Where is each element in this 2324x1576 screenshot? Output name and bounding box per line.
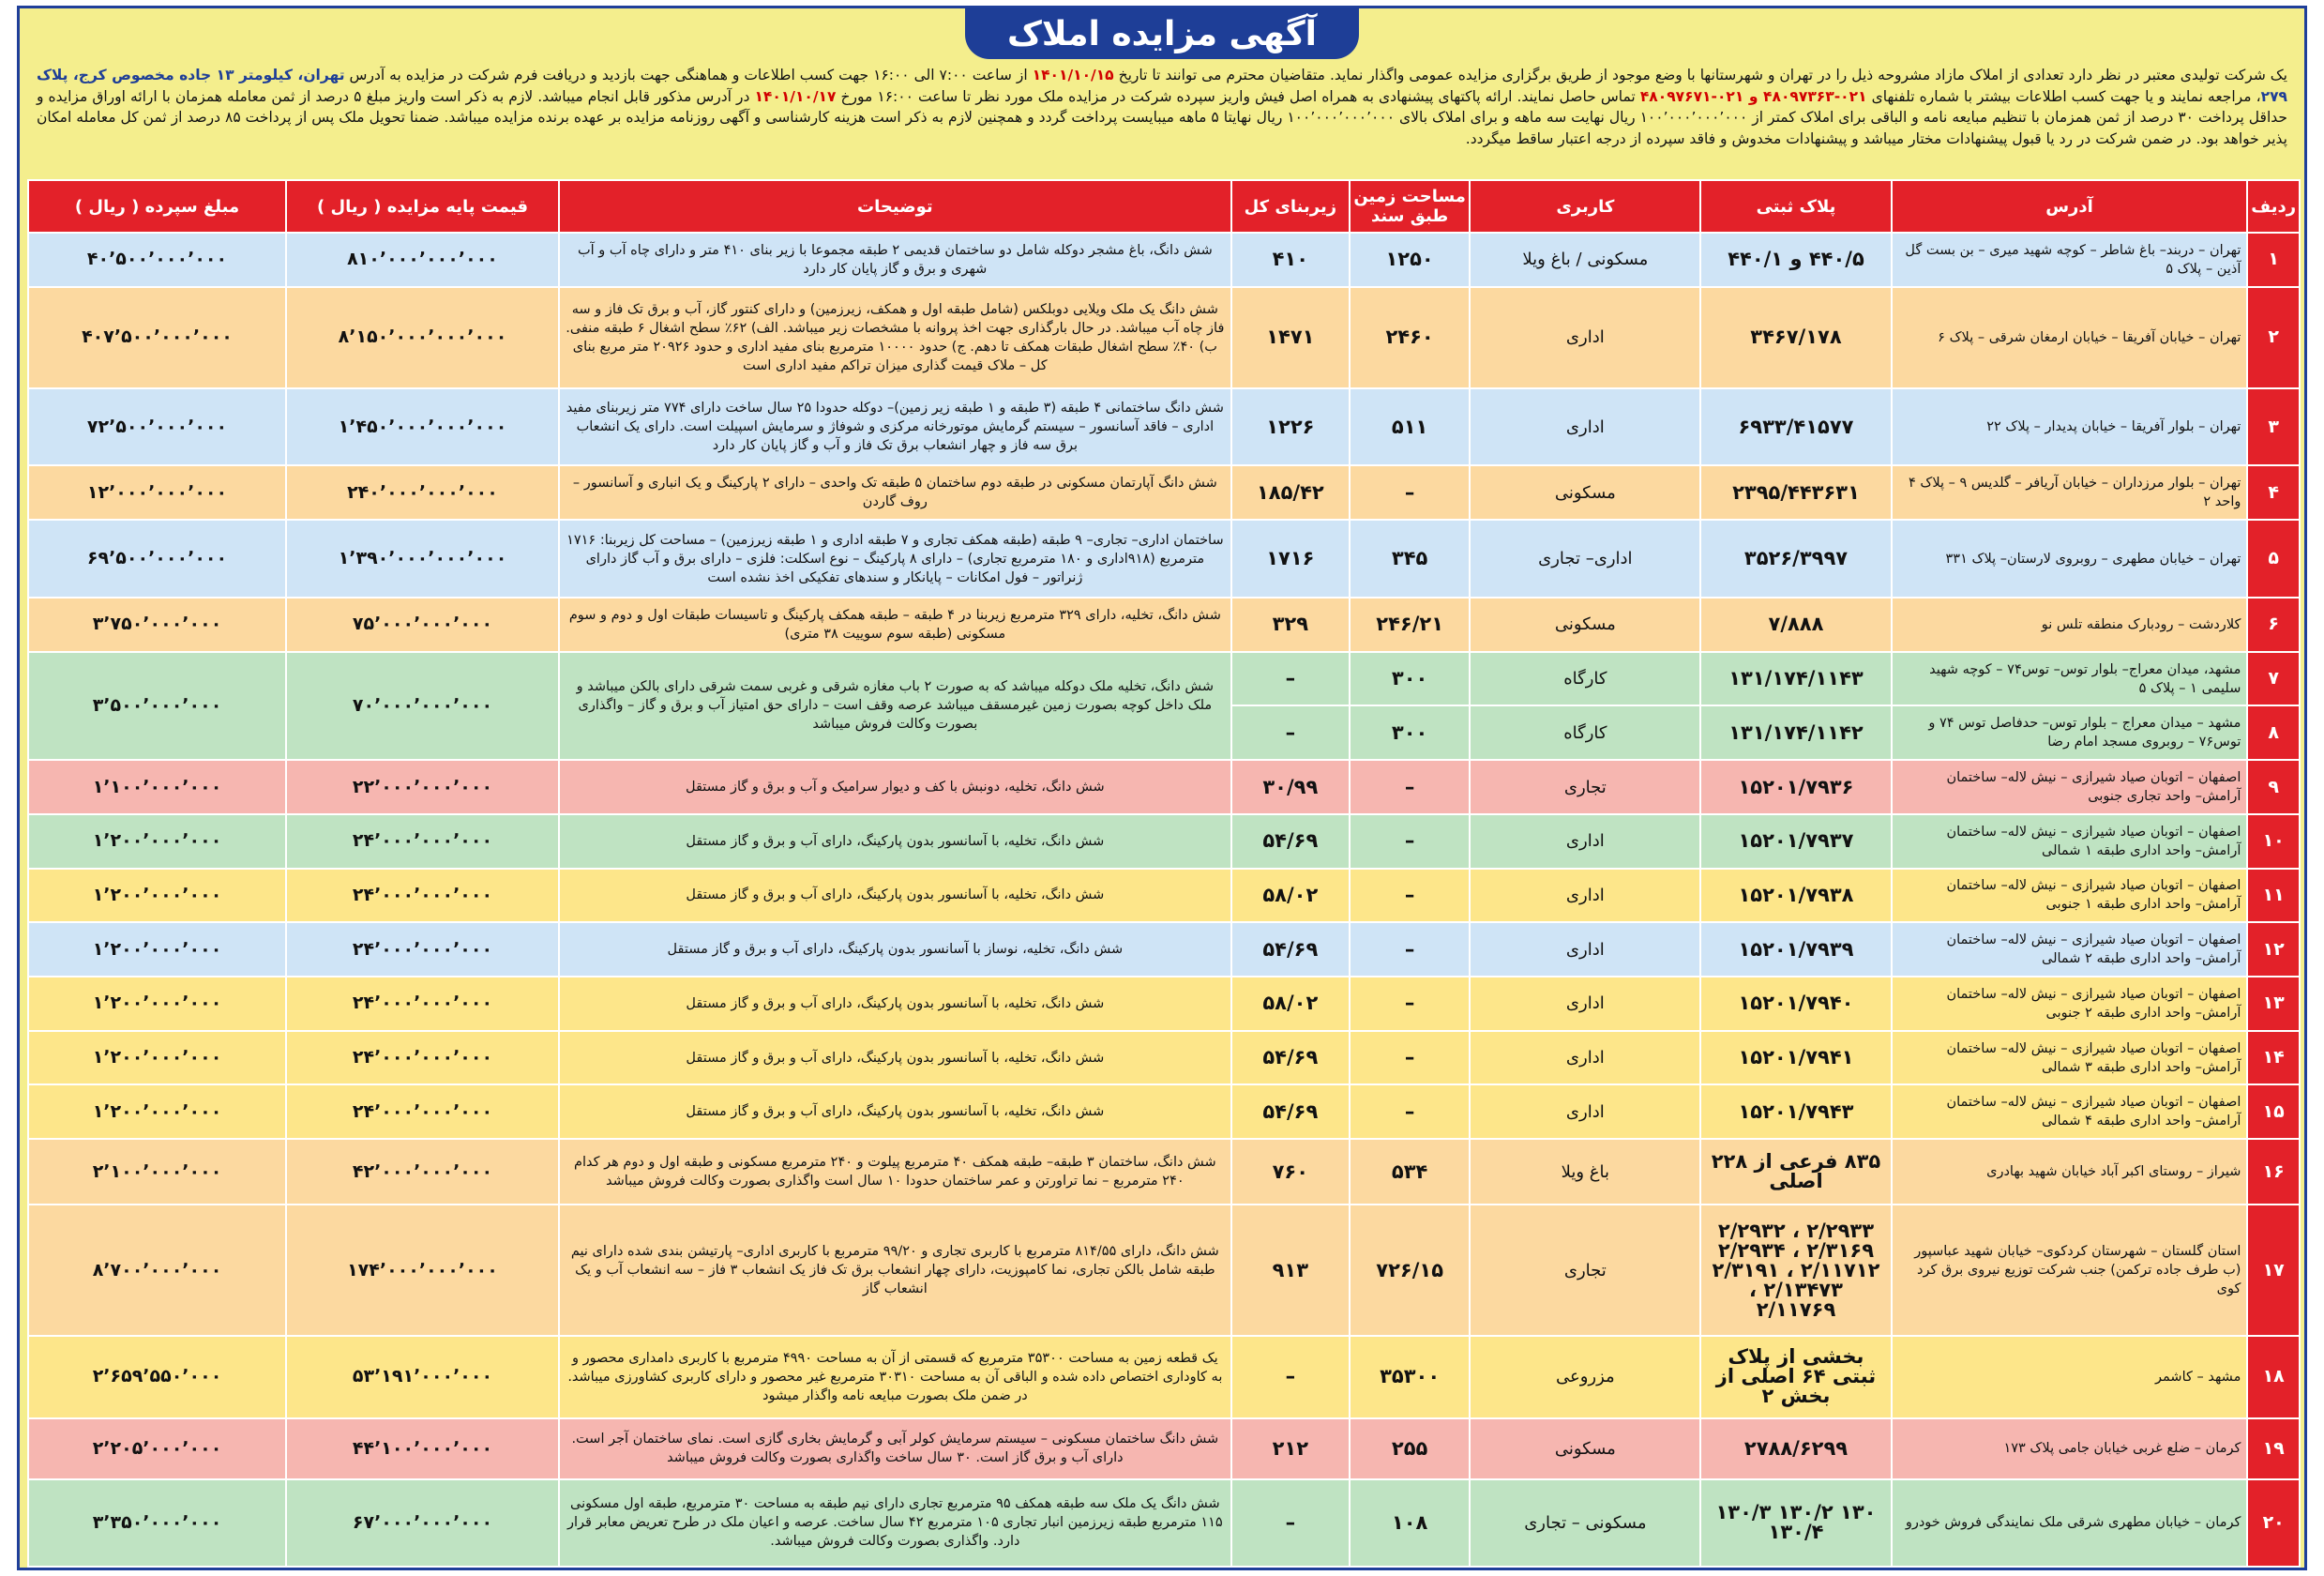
row-land-area: – bbox=[1350, 1084, 1470, 1139]
row-description: ساختمان اداری– تجاری– ۹ طبقه (طبقه همکف تجاری و ۷ طبقه اداری و ۱ طبقه زیرزمین) – مساحت کل زیربنا: ۱۷۱۶ مترمربع (۹۱۸اداری و ۱۸۰ مترمربع تجاری) – دارای ۸ پارکینگ – نوع اسکلت: فلزی – دارای برق و آب گاز دارای ژنراتور – فول امکانات – پایانکار و سندهای تفکیکی اخذ نشده است bbox=[559, 520, 1231, 598]
row-address: تهران – بلوار آفریقا – خیابان پدیدار – پلاک ۲۲ bbox=[1892, 388, 2248, 466]
row-land-area: ۳۰۰ bbox=[1350, 705, 1470, 760]
header-base-price: قیمت پایه مزایده ( ریال ) bbox=[286, 180, 559, 233]
row-deposit: ۶۹٬۵۰۰٬۰۰۰٬۰۰۰ bbox=[28, 520, 286, 598]
row-index: ۲ bbox=[2247, 287, 2300, 388]
row-built-area: ۴۱۰ bbox=[1231, 233, 1350, 287]
row-plate: ۱۳۱/۱۷۴/۱۱۴۳ bbox=[1700, 652, 1891, 706]
deadline-date: ۱۴۰۱/۱۰/۱۵ bbox=[1032, 67, 1114, 83]
row-address: تهران – دربند– باغ شاطر – کوچه شهید میری – بن بست گل آذین – پلاک ۵ bbox=[1892, 233, 2248, 287]
row-plate: ۱۵۲۰۱/۷۹۴۱ bbox=[1700, 1031, 1891, 1085]
row-index: ۲۰ bbox=[2247, 1479, 2300, 1567]
row-deposit: ۱٬۲۰۰٬۰۰۰٬۰۰۰ bbox=[28, 814, 286, 869]
row-base-price: ۱٬۳۹۰٬۰۰۰٬۰۰۰٬۰۰۰ bbox=[286, 520, 559, 598]
row-description: شش دانگ، ساختمان ۳ طبقه– طبقه همکف ۴۰ مترمربع پیلوت و ۲۴۰ مترمربع مسکونی و طبقه اول و دوم هر کدام ۲۴۰ مترمربع – نما تراورتن و عمر ساختمان حدودا ۱۰ سال است واگذاری بصورت وکالت فروش میباشد bbox=[559, 1139, 1231, 1205]
table-row bbox=[28, 760, 2300, 814]
header-plate: پلاک ثبتی bbox=[1700, 180, 1891, 233]
row-base-price: ۲۴٬۰۰۰٬۰۰۰٬۰۰۰ bbox=[286, 869, 559, 923]
row-description: شش دانگ، تخلیه، دارای ۳۲۹ مترمربع زیربنا در ۴ طبقه – طبقه همکف پارکینگ و تاسیسات طبقات اول و دوم و سوم مسکونی (طبقه سوم سوییت ۳۸ متری) bbox=[559, 598, 1231, 652]
row-address: تهران – خیابان آفریقا – خیابان ارمغان شرقی – پلاک ۶ bbox=[1892, 287, 2248, 388]
row-deposit: ۴۰٬۵۰۰٬۰۰۰٬۰۰۰ bbox=[28, 233, 286, 287]
row-built-area: ۵۴/۶۹ bbox=[1231, 922, 1350, 977]
row-built-area: ۵۴/۶۹ bbox=[1231, 1031, 1350, 1085]
row-description: یک قطعه زمین به مساحت ۳۵۳۰۰ مترمربع که قسمتی از آن به مساحت ۴۹۹۰ مترمربع با کاربری دامداری محصور و به کاوداری اختصاص داده شده و الباقی آن به مساحت ۳۰۳۱۰ مترمربع غیر محصور و دارای کاربری کشاورزی میباشد. در ضمن ملک بصورت مبایعه نامه واگذار میشود bbox=[559, 1336, 1231, 1418]
table-row bbox=[28, 1479, 2300, 1567]
row-plate: ۲/۲۹۳۳ ، ۲/۲۹۳۲ ۲/۳۱۶۹ ، ۲/۲۹۳۴ ۲/۱۱۷۱۲ ، ۲/۳۱۹۱ ۲/۱۳۴۷۳ ، ۲/۱۱۷۶۹ bbox=[1700, 1205, 1891, 1335]
row-usage: اداری bbox=[1470, 287, 1700, 388]
table-row bbox=[28, 814, 2300, 869]
row-index: ۶ bbox=[2247, 598, 2300, 652]
row-land-area: – bbox=[1350, 922, 1470, 977]
table-row bbox=[28, 388, 2300, 466]
row-usage: مسکونی bbox=[1470, 465, 1700, 520]
intro-text-3: ، مراجعه نمایند و یا جهت کسب اطلاعات بیشتر با شماره تلفنهای bbox=[1866, 87, 2261, 105]
row-land-area: – bbox=[1350, 814, 1470, 869]
row-description: شش دانگ آپارتمان مسکونی در طبقه دوم ساختمان ۵ طبقه تک واحدی – دارای ۲ پارکینگ و یک انباری و آسانسور – روف گاردن bbox=[559, 465, 1231, 520]
row-deposit: ۱٬۲۰۰٬۰۰۰٬۰۰۰ bbox=[28, 1084, 286, 1139]
row-deposit: ۳٬۳۵۰٬۰۰۰٬۰۰۰ bbox=[28, 1479, 286, 1567]
row-address: اصفهان – اتوبان صیاد شیرازی – نیش لاله– ساختمان آرامش– واحد اداری طبقه ۴ شمالی bbox=[1892, 1084, 2248, 1139]
header-deposit: مبلغ سپرده ( ریال ) bbox=[28, 180, 286, 233]
row-base-price: ۲۴٬۰۰۰٬۰۰۰٬۰۰۰ bbox=[286, 1084, 559, 1139]
title-banner bbox=[965, 8, 1359, 59]
row-built-area: ۱۸۵/۴۲ bbox=[1231, 465, 1350, 520]
row-description: شش دانگ، تخلیه، با آسانسور بدون پارکینگ، دارای آب و برق و گاز مستقل bbox=[559, 977, 1231, 1031]
row-plate: ۱۳۰ ۱۳۰/۲ ۱۳۰/۳ ۱۳۰/۴ bbox=[1700, 1479, 1891, 1567]
row-built-area: ۵۴/۶۹ bbox=[1231, 1084, 1350, 1139]
row-index: ۹ bbox=[2247, 760, 2300, 814]
row-plate: ۴۴۰/۵ و ۴۴۰/۱ bbox=[1700, 233, 1891, 287]
row-index: ۱ bbox=[2247, 233, 2300, 287]
row-land-area: ۳۰۰ bbox=[1350, 652, 1470, 706]
row-deposit: ۱٬۲۰۰٬۰۰۰٬۰۰۰ bbox=[28, 922, 286, 977]
row-built-area: ۱۷۱۶ bbox=[1231, 520, 1350, 598]
row-address: اصفهان – اتوبان صیاد شیرازی – نیش لاله– ساختمان آرامش– واحد اداری طبقه ۱ جنوبی bbox=[1892, 869, 2248, 923]
row-built-area: ۳۰/۹۹ bbox=[1231, 760, 1350, 814]
row-deposit: ۱٬۲۰۰٬۰۰۰٬۰۰۰ bbox=[28, 977, 286, 1031]
row-built-area: ۵۸/۰۲ bbox=[1231, 869, 1350, 923]
phone-numbers: ۰۲۱-۴۸۰۹۷۳۶۳ و ۰۲۱-۴۸۰۹۷۶۷۱ bbox=[1639, 87, 1867, 105]
table-row bbox=[28, 233, 2300, 287]
row-plate: ۸۳۵ فرعی از ۲۲۸ اصلی bbox=[1700, 1139, 1891, 1205]
row-built-area: ۵۴/۶۹ bbox=[1231, 814, 1350, 869]
row-address: مشهد – کاشمر bbox=[1892, 1336, 2248, 1418]
table-row bbox=[28, 977, 2300, 1031]
row-base-price: ۶۷٬۰۰۰٬۰۰۰٬۰۰۰ bbox=[286, 1479, 559, 1567]
row-deposit: ۱٬۲۰۰٬۰۰۰٬۰۰۰ bbox=[28, 869, 286, 923]
row-address: اصفهان – اتوبان صیاد شیرازی – نیش لاله– ساختمان آرامش– واحد اداری طبقه ۲ شمالی bbox=[1892, 922, 2248, 977]
row-usage: اداری bbox=[1470, 1031, 1700, 1085]
row-base-price: ۲۴٬۰۰۰٬۰۰۰٬۰۰۰ bbox=[286, 1031, 559, 1085]
row-address: مشهد – میدان معراج – بلوار توس– حدفاصل توس ۷۴ و توس۷۶ – روبروی مسجد امام رضا bbox=[1892, 705, 2248, 760]
intro-text-1: یک شرکت تولیدی معتبر در نظر دارد تعدادی از املاک مازاد مشروحه ذیل را در تهران و شهرستانها با وضع موجود از طریق برگزاری مزایده عمومی واگذار نماید. متقاضیان محترم می توانند تا تاریخ bbox=[1113, 67, 2287, 83]
row-land-area: ۲۴۶۰ bbox=[1350, 287, 1470, 388]
header-idx: ردیف bbox=[2247, 180, 2300, 233]
row-land-area: ۷۲۶/۱۵ bbox=[1350, 1205, 1470, 1335]
row-address: اصفهان – اتوبان صیاد شیرازی – نیش لاله– ساختمان آرامش– واحد اداری طبقه ۲ جنوبی bbox=[1892, 977, 2248, 1031]
table-row bbox=[28, 1205, 2300, 1335]
row-description: شش دانگ، تخلیه، دونبش با کف و دیوار سرامیک و آب و برق و گاز مستقل bbox=[559, 760, 1231, 814]
row-address: تهران – خیابان مطهری – روبروی لارستان– پلاک ۳۳۱ bbox=[1892, 520, 2248, 598]
table-row bbox=[28, 652, 2300, 706]
header-address: آدرس bbox=[1892, 180, 2248, 233]
company-address: تهران، کیلومتر ۱۳ جاده مخصوص کرج، پلاک ۲۷۹ bbox=[37, 67, 2287, 105]
row-index: ۱۹ bbox=[2247, 1418, 2300, 1479]
row-usage: اداری bbox=[1470, 814, 1700, 869]
row-usage: مسکونی – تجاری bbox=[1470, 1479, 1700, 1567]
row-deposit: ۳٬۷۵۰٬۰۰۰٬۰۰۰ bbox=[28, 598, 286, 652]
row-address: تهران – بلوار مرزداران – خیابان آریافر – گلدیس ۹ – پلاک ۴ واحد ۲ bbox=[1892, 465, 2248, 520]
intro-text-5: در آدرس مذکور قابل انجام میباشد. لازم به ذکر است واریز مبلغ ۵ درصد از ثمن معامله همزمان با ارائه اوراق مزایده و حداقل پرداخت ۳۰ درصد از ثمن همزمان با تنظیم مبایعه نامه و الباقی برای املاک کمتر از ۱۰۰٬۰۰۰٬۰۰۰٬۰۰۰ ریال نهایت سه ماهه و برای املاک بالای ۱۰۰٬۰۰۰٬۰۰۰٬۰۰۰ ریال نهایتا ۵ ماهه میبایست پرداخت گردد و همچنین لازم به ذکر است هزینه کارشناسی و آگهی روزنامه مزایده بر عهده برنده مزایده میباشد. ضمنا تحویل ملک پس از پرداخت ۸۵ درصد از ثمن کل معامله امکان پذیر خواهد بود. در ضمن شرکت در رد یا قبول پیشنهادات مختار میباشد و پیشنهادات مخدوش و فاقد سپرده از درجه اعتبار ساقط میگردد. bbox=[37, 87, 2287, 147]
row-address: شیراز – روستای اکبر آباد خیابان شهید بهادری bbox=[1892, 1139, 2248, 1205]
table-row bbox=[28, 1418, 2300, 1479]
row-land-area: ۵۳۴ bbox=[1350, 1139, 1470, 1205]
row-index: ۱۱ bbox=[2247, 869, 2300, 923]
row-plate: بخشی از پلاک ثبتی ۶۴ اصلی از بخش ۲ bbox=[1700, 1336, 1891, 1418]
row-description: شش دانگ ساختمانی ۴ طبقه (۳ طبقه و ۱ طبقه زیر زمین)– دوکله حدودا ۲۵ سال ساخت دارای ۷۷۴ متر زیربنای مفید اداری – فاقد آسانسور – سیستم گرمایش موتورخانه مرکزی و شوفاژ و سرمایش اسپیلت است. دارای یک انشعاب برق سه فاز و چهار انشعاب برق تک فاز و آب و گاز پایان کار دارد bbox=[559, 388, 1231, 466]
row-deposit: ۲٬۱۰۰٬۰۰۰٬۰۰۰ bbox=[28, 1139, 286, 1205]
header-built: زیربنای کل bbox=[1231, 180, 1350, 233]
row-base-price: ۵۳٬۱۹۱٬۰۰۰٬۰۰۰ bbox=[286, 1336, 559, 1418]
row-plate: ۱۵۲۰۱/۷۹۳۶ bbox=[1700, 760, 1891, 814]
row-description: شش دانگ، باغ مشجر دوکله شامل دو ساختمان قدیمی ۲ طبقه مجموعا با زیر بنای ۴۱۰ متر و دارای چاه آب و آب شهری و برق و گاز پایان کار دارد bbox=[559, 233, 1231, 287]
row-usage: باغ ویلا bbox=[1470, 1139, 1700, 1205]
row-index: ۵ bbox=[2247, 520, 2300, 598]
row-description: شش دانگ، تخلیه، با آسانسور بدون پارکینگ، دارای آب و برق و گاز مستقل bbox=[559, 1084, 1231, 1139]
row-built-area: – bbox=[1231, 1479, 1350, 1567]
row-base-price: ۴۴٬۱۰۰٬۰۰۰٬۰۰۰ bbox=[286, 1418, 559, 1479]
intro-text-4: تماس حاصل نمایند. ارائه پاکتهای پیشنهادی به همراه اصل فیش واریز سپرده شرکت در مزایده ملک مورد نظر تا ساعت ۱۶:۰۰ مورخ bbox=[836, 87, 1640, 105]
header-usage: کاربری bbox=[1470, 180, 1700, 233]
intro-paragraph bbox=[37, 65, 2287, 175]
row-description: شش دانگ، تخلیه، با آسانسور بدون پارکینگ، دارای آب و برق و گاز مستقل bbox=[559, 869, 1231, 923]
row-usage: کارگاه bbox=[1470, 652, 1700, 706]
row-base-price: ۱۷۴٬۰۰۰٬۰۰۰٬۰۰۰ bbox=[286, 1205, 559, 1335]
header-desc: توضیحات bbox=[559, 180, 1231, 233]
row-plate: ۳۵۲۶/۳۹۹۷ bbox=[1700, 520, 1891, 598]
row-description: شش دانگ یک ملک سه طبقه همکف ۹۵ مترمربع تجاری دارای نیم طبقه به مساحت ۳۰ مترمربع، طبقه اول مسکونی ۱۱۵ مترمربع طبقه زیرزمین انبار تجاری ۱۰۵ مترمربع ۴۲ سال ساخت. عرصه و اعیان ملک در طرح تعریض معابر قرار دارد. واگذاری بصورت وکالت فروش میباشد. bbox=[559, 1479, 1231, 1567]
properties-table bbox=[27, 179, 2301, 1568]
row-address: مشهد، میدان معراج– بلوار توس– توس۷۴ – کوچه شهید سلیمی ۱ – پلاک ۵ bbox=[1892, 652, 2248, 706]
row-deposit: ۷۲٬۵۰۰٬۰۰۰٬۰۰۰ bbox=[28, 388, 286, 466]
row-built-area: ۵۸/۰۲ bbox=[1231, 977, 1350, 1031]
table-row bbox=[28, 1336, 2300, 1418]
row-deposit: ۱۲٬۰۰۰٬۰۰۰٬۰۰۰ bbox=[28, 465, 286, 520]
row-description: شش دانگ ساختمان مسکونی – سیستم سرمایش کولر آبی و گرمایش بخاری گازی است. نمای ساختمان آجر است. دارای آب و برق گاز است. ۳۰ سال ساخت واگذاری بصورت وکالت فروش میباشد bbox=[559, 1418, 1231, 1479]
row-plate: ۷/۸۸۸ bbox=[1700, 598, 1891, 652]
row-index: ۱۵ bbox=[2247, 1084, 2300, 1139]
row-usage: تجاری bbox=[1470, 1205, 1700, 1335]
row-base-price: ۲۴٬۰۰۰٬۰۰۰٬۰۰۰ bbox=[286, 814, 559, 869]
row-index: ۱۷ bbox=[2247, 1205, 2300, 1335]
row-plate: ۶۹۳۳/۴۱۵۷۷ bbox=[1700, 388, 1891, 466]
row-plate: ۳۴۶۷/۱۷۸ bbox=[1700, 287, 1891, 388]
table-row bbox=[28, 1031, 2300, 1085]
row-built-area: ۹۱۳ bbox=[1231, 1205, 1350, 1335]
row-base-price: ۴۲٬۰۰۰٬۰۰۰٬۰۰۰ bbox=[286, 1139, 559, 1205]
table-row bbox=[28, 520, 2300, 598]
row-plate: ۱۵۲۰۱/۷۹۳۷ bbox=[1700, 814, 1891, 869]
table-row bbox=[28, 465, 2300, 520]
row-plate: ۲۷۸۸/۶۲۹۹ bbox=[1700, 1418, 1891, 1479]
advertisement-frame bbox=[17, 6, 2307, 1570]
row-usage: اداری bbox=[1470, 977, 1700, 1031]
row-plate: ۱۵۲۰۱/۷۹۳۸ bbox=[1700, 869, 1891, 923]
row-land-area: – bbox=[1350, 1031, 1470, 1085]
row-built-area: ۱۴۷۱ bbox=[1231, 287, 1350, 388]
row-description: شش دانگ یک ملک ویلایی دوبلکس (شامل طبقه اول و همکف، زیرزمین) و دارای کنتور گاز، آب و برق تک فاز و سه فاز چاه آب میباشد. در حال بارگذاری جهت اخذ پروانه با مشخصات زیر میباشد. الف) ۶۲٪ سطح اشغال ۶ طبقه منفی. ب) ۴۰٪ سطح اشغال طبقات همکف تا دهم. ج) حدود ۱۰۰۰۰ مترمربع بنای مفید اداری و حدود ۲۰۹۲۶ متر مربع بنای کل – ملاک قیمت گذاری میزان تراکم مفید اداری است bbox=[559, 287, 1231, 388]
row-base-price: ۷۵٬۰۰۰٬۰۰۰٬۰۰۰ bbox=[286, 598, 559, 652]
row-base-price: ۸٬۱۵۰٬۰۰۰٬۰۰۰٬۰۰۰ bbox=[286, 287, 559, 388]
table-row bbox=[28, 922, 2300, 977]
row-base-price: ۲۴٬۰۰۰٬۰۰۰٬۰۰۰ bbox=[286, 977, 559, 1031]
row-index: ۷ bbox=[2247, 652, 2300, 706]
row-usage: کارگاه bbox=[1470, 705, 1700, 760]
page-title: آگهی مزایده املاک bbox=[1007, 14, 1317, 53]
row-address: کرمان – خیابان مطهری شرقی ملک نمایندگی فروش خودرو bbox=[1892, 1479, 2248, 1567]
row-usage: اداری bbox=[1470, 869, 1700, 923]
row-land-area: ۳۴۵ bbox=[1350, 520, 1470, 598]
row-usage: اداری bbox=[1470, 922, 1700, 977]
row-base-price: ۲۴۰٬۰۰۰٬۰۰۰٬۰۰۰ bbox=[286, 465, 559, 520]
row-land-area: ۱۰۸ bbox=[1350, 1479, 1470, 1567]
row-address: استان گلستان – شهرستان کردکوی– خیابان شهید عباسپور (ب طرف جاده ترکمن) جنب شرکت توزیع نیروی برق کرد کوی bbox=[1892, 1205, 2248, 1335]
row-address: اصفهان – اتوبان صیاد شیرازی – نیش لاله– ساختمان آرامش– واحد تجاری جنوبی bbox=[1892, 760, 2248, 814]
submission-date: ۱۴۰۱/۱۰/۱۷ bbox=[754, 87, 837, 105]
row-usage: اداری– تجاری bbox=[1470, 520, 1700, 598]
row-land-area: ۲۴۶/۲۱ bbox=[1350, 598, 1470, 652]
row-land-area: ۲۵۵ bbox=[1350, 1418, 1470, 1479]
row-index: ۳ bbox=[2247, 388, 2300, 466]
row-built-area: – bbox=[1231, 705, 1350, 760]
table-header-row bbox=[28, 180, 2300, 233]
table-body bbox=[28, 233, 2300, 1567]
row-base-price: ۲۴٬۰۰۰٬۰۰۰٬۰۰۰ bbox=[286, 922, 559, 977]
row-address: اصفهان – اتوبان صیاد شیرازی – نیش لاله– ساختمان آرامش– واحد اداری طبقه ۱ شمالی bbox=[1892, 814, 2248, 869]
row-deposit: ۸٬۷۰۰٬۰۰۰٬۰۰۰ bbox=[28, 1205, 286, 1335]
row-land-area: – bbox=[1350, 977, 1470, 1031]
row-base-price: ۲۲٬۰۰۰٬۰۰۰٬۰۰۰ bbox=[286, 760, 559, 814]
row-index: ۱۲ bbox=[2247, 922, 2300, 977]
row-built-area: ۳۲۹ bbox=[1231, 598, 1350, 652]
row-built-area: – bbox=[1231, 1336, 1350, 1418]
row-deposit: ۲٬۶۵۹٬۵۵۰٬۰۰۰ bbox=[28, 1336, 286, 1418]
row-land-area: – bbox=[1350, 465, 1470, 520]
row-index: ۱۰ bbox=[2247, 814, 2300, 869]
row-usage: تجاری bbox=[1470, 760, 1700, 814]
row-base-price: ۸۱۰٬۰۰۰٬۰۰۰٬۰۰۰ bbox=[286, 233, 559, 287]
row-address: کرمان – ضلع غربی خیابان جامی پلاک ۱۷۳ bbox=[1892, 1418, 2248, 1479]
row-usage: اداری bbox=[1470, 1084, 1700, 1139]
row-index: ۴ bbox=[2247, 465, 2300, 520]
row-usage: مسکونی bbox=[1470, 598, 1700, 652]
row-index: ۸ bbox=[2247, 705, 2300, 760]
row-description: شش دانگ، دارای ۸۱۴/۵۵ مترمربع با کاربری تجاری و ۹۹/۲۰ مترمربع با کاربری اداری– پارتیشن بندی شده دارای نیم طبقه شامل بالکن تجاری، نما کامپوزیت، دارای چهار انشعاب برق تک فاز یک انشعاب ۳ فاز – سه انشعاب آب و یک انشعاب گاز bbox=[559, 1205, 1231, 1335]
row-plate: ۲۳۹۵/۴۴۳۶۳۱ bbox=[1700, 465, 1891, 520]
row-built-area: ۱۲۲۶ bbox=[1231, 388, 1350, 466]
row-land-area: – bbox=[1350, 760, 1470, 814]
row-deposit: ۲٬۲۰۵٬۰۰۰٬۰۰۰ bbox=[28, 1418, 286, 1479]
intro-text-2: از ساعت ۷:۰۰ الی ۱۶:۰۰ جهت کسب اطلاعات و هماهنگی جهت بازدید و دریافت فرم شرکت در مزایده به آدرس bbox=[344, 67, 1033, 83]
row-address: کلاردشت – رودبارک منطقه تلس نو bbox=[1892, 598, 2248, 652]
row-description: شش دانگ، تخلیه، با آسانسور بدون پارکینگ، دارای آب و برق و گاز مستقل bbox=[559, 814, 1231, 869]
table-row bbox=[28, 869, 2300, 923]
row-usage: مسکونی / باغ ویلا bbox=[1470, 233, 1700, 287]
row-deposit: ۱٬۲۰۰٬۰۰۰٬۰۰۰ bbox=[28, 1031, 286, 1085]
row-plate: ۱۵۲۰۱/۷۹۴۰ bbox=[1700, 977, 1891, 1031]
row-built-area: ۲۱۲ bbox=[1231, 1418, 1350, 1479]
row-base-price: ۷۰٬۰۰۰٬۰۰۰٬۰۰۰ bbox=[286, 652, 559, 760]
row-land-area: ۳۵۳۰۰ bbox=[1350, 1336, 1470, 1418]
row-index: ۱۸ bbox=[2247, 1336, 2300, 1418]
table-row bbox=[28, 1139, 2300, 1205]
row-base-price: ۱٬۴۵۰٬۰۰۰٬۰۰۰٬۰۰۰ bbox=[286, 388, 559, 466]
row-index: ۱۳ bbox=[2247, 977, 2300, 1031]
row-deposit: ۳٬۵۰۰٬۰۰۰٬۰۰۰ bbox=[28, 652, 286, 760]
row-usage: مسکونی bbox=[1470, 1418, 1700, 1479]
row-plate: ۱۵۲۰۱/۷۹۴۳ bbox=[1700, 1084, 1891, 1139]
row-description: شش دانگ، تخلیه، نوساز با آسانسور بدون پارکینگ، دارای آب و برق و گاز مستقل bbox=[559, 922, 1231, 977]
row-description: شش دانگ، تخلیه، با آسانسور بدون پارکینگ، دارای آب و برق و گاز مستقل bbox=[559, 1031, 1231, 1085]
row-deposit: ۴۰۷٬۵۰۰٬۰۰۰٬۰۰۰ bbox=[28, 287, 286, 388]
row-index: ۱۴ bbox=[2247, 1031, 2300, 1085]
row-built-area: – bbox=[1231, 652, 1350, 706]
row-built-area: ۷۶۰ bbox=[1231, 1139, 1350, 1205]
table-row bbox=[28, 598, 2300, 652]
header-land: مساحت زمین طبق سند bbox=[1350, 180, 1470, 233]
row-address: اصفهان – اتوبان صیاد شیرازی – نیش لاله– ساختمان آرامش– واحد اداری طبقه ۳ شمالی bbox=[1892, 1031, 2248, 1085]
row-index: ۱۶ bbox=[2247, 1139, 2300, 1205]
row-usage: اداری bbox=[1470, 388, 1700, 466]
table-row bbox=[28, 287, 2300, 388]
row-land-area: – bbox=[1350, 869, 1470, 923]
row-plate: ۱۵۲۰۱/۷۹۳۹ bbox=[1700, 922, 1891, 977]
row-deposit: ۱٬۱۰۰٬۰۰۰٬۰۰۰ bbox=[28, 760, 286, 814]
row-description: شش دانگ، تخلیه ملک دوکله میباشد که به صورت ۲ باب مغازه شرقی و غربی سمت شرقی دارای بالکن میباشد و ملک داخل کوچه بصورت زمین غیرمسقف میباشد عرصه وقف است – دارای حق امتیاز آب و برق و گاز – واگذاری بصورت وکالت فروش میباشد bbox=[559, 652, 1231, 760]
row-plate: ۱۳۱/۱۷۴/۱۱۴۲ bbox=[1700, 705, 1891, 760]
row-land-area: ۱۲۵۰ bbox=[1350, 233, 1470, 287]
table-row bbox=[28, 1084, 2300, 1139]
row-usage: مزروعی bbox=[1470, 1336, 1700, 1418]
row-land-area: ۵۱۱ bbox=[1350, 388, 1470, 466]
